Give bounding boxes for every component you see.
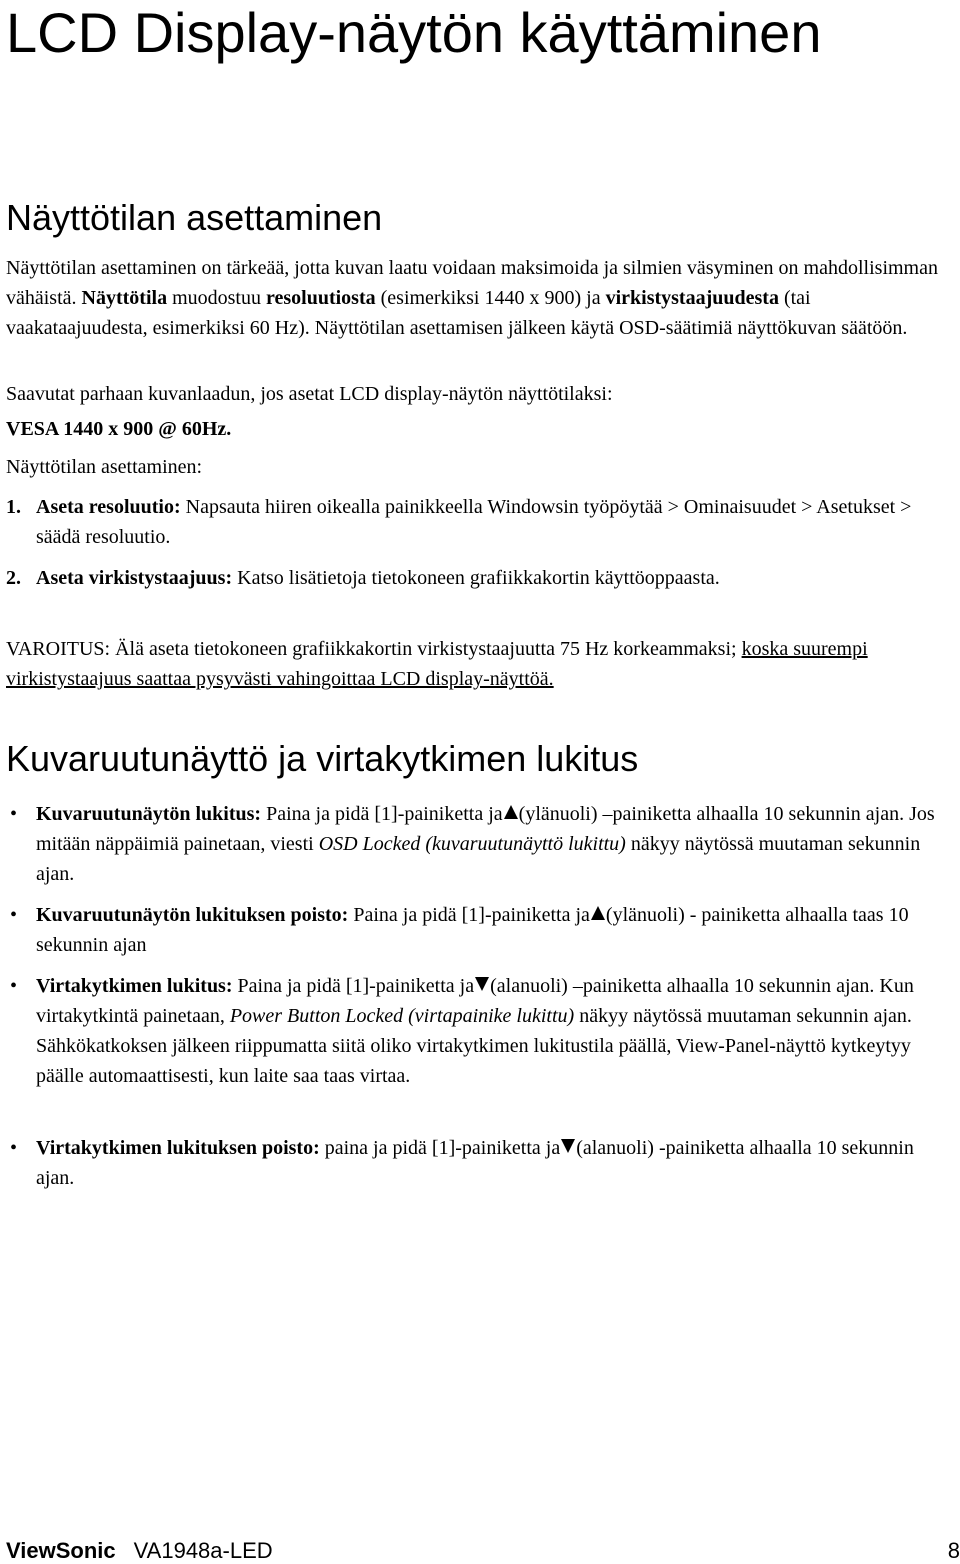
item-label: Virtakytkimen lukitus:	[36, 975, 233, 997]
item-label: Virtakytkimen lukituksen poisto:	[36, 1137, 320, 1159]
step-label: Aseta resoluutio:	[36, 496, 181, 518]
bullet-icon: •	[10, 803, 18, 825]
page-number: 8	[947, 1538, 960, 1563]
step-number: 2.	[6, 567, 21, 589]
down-triangle-icon	[475, 977, 489, 991]
item-label: Kuvaruutunäytön lukitus:	[36, 803, 262, 825]
footer-brand: ViewSonic	[6, 1538, 116, 1563]
bullet-icon: •	[10, 904, 18, 926]
up-triangle-icon	[591, 906, 605, 920]
page-footer	[6, 1538, 960, 1564]
section-heading-display-mode: Näyttötilan asettaminen	[6, 197, 383, 238]
step-item	[6, 563, 946, 593]
down-triangle-icon	[561, 1139, 575, 1153]
warning-label: VAROITUS:	[6, 638, 111, 660]
how-to-text: Näyttötilan asettaminen:	[6, 456, 203, 478]
bullet-icon: •	[10, 1137, 18, 1159]
footer-model: VA1948a-LED	[133, 1538, 273, 1563]
list-item: • Kuvaruutunäytön lukitus: Paina ja pidä [1]-painiketta ja (ylänuoli) –painiketta alhaalla 10 sekunnin ajan. Jos mitään näppäimiä painetaan, viesti OSD Locked (kuvaruutunäyttö lukittu) näkyy näytössä muutaman sekunnin ajan.	[6, 799, 952, 889]
warning-paragraph: VAROITUS: Älä aseta tietokoneen grafiikkakortin virkistystaajuutta 75 Hz korkeammaksi; koska suurempi virkistystaajuus saattaa pysyvästi vahingoittaa LCD display-näyttöä.	[6, 638, 868, 690]
step-text: Napsauta hiiren oikealla painikkeella Windowsin työpöytää > Ominaisuudet > Asetukset > säädä resoluutio.	[36, 496, 912, 548]
list-item: • Virtakytkimen lukituksen poisto: paina ja pidä [1]-painiketta ja (alanuoli) -painiketta alhaalla 10 sekunnin ajan.	[6, 1133, 952, 1193]
list-item: • Virtakytkimen lukitus: Paina ja pidä [1]-painiketta ja (alanuoli) –painiketta alhaalla 10 sekunnin ajan. Kun virtakytkintä painetaan, Power Button Locked (virtapainike lukittu) näkyy näytössä muutaman sekunnin ajan. Sähkökatkoksen jälkeen riippumatta siitä oliko virtakytkimen lukitustila päällä, View-Panel-näyttö kytkeytyy päälle automaattisesti, kun laite saa taas virtaa.	[6, 971, 952, 1091]
list-item: • Kuvaruutunäytön lukituksen poisto: Paina ja pidä [1]-painiketta ja (ylänuoli) - painiketta alhaalla taas 10 sekunnin ajan	[6, 900, 952, 960]
up-triangle-icon	[504, 805, 518, 819]
step-item	[6, 492, 946, 552]
vesa-mode-text: VESA 1440 x 900 @ 60Hz.	[6, 418, 232, 440]
warning-underlined-text: koska suurempi virkistystaajuus saattaa pysyvästi vahingoittaa LCD display-näyttöä.	[6, 638, 868, 690]
intro-paragraph: Näyttötilan asettaminen on tärkeää, jotta kuvan laatu voidaan maksimoida ja silmien väsyminen on mahdollisimman vähäistä. Näyttötila muodostuu resoluutiosta (esimerkiksi 1440 x 900) ja virkistystaajuudesta (tai vaakataajuudesta, esimerkiksi 60 Hz). Näyttötilan asettamisen jälkeen käytä OSD-säätimiä näyttökuvan säätöön.	[6, 257, 938, 339]
page-title: LCD Display-näytön käyttäminen	[6, 1, 822, 64]
step-label: Aseta virkistystaajuus:	[36, 567, 233, 589]
step-text: Katso lisätietoja tietokoneen grafiikkakortin käyttöoppaasta.	[232, 567, 720, 589]
item-label: Kuvaruutunäytön lukituksen poisto:	[36, 904, 349, 926]
step-number: 1.	[6, 496, 21, 518]
section-heading-osd-power-lock: Kuvaruutunäyttö ja virtakytkimen lukitus	[6, 738, 639, 779]
best-mode-text: Saavutat parhaan kuvanlaadun, jos asetat LCD display-näytön näyttötilaksi:	[6, 383, 613, 405]
bullet-icon: •	[10, 975, 18, 997]
